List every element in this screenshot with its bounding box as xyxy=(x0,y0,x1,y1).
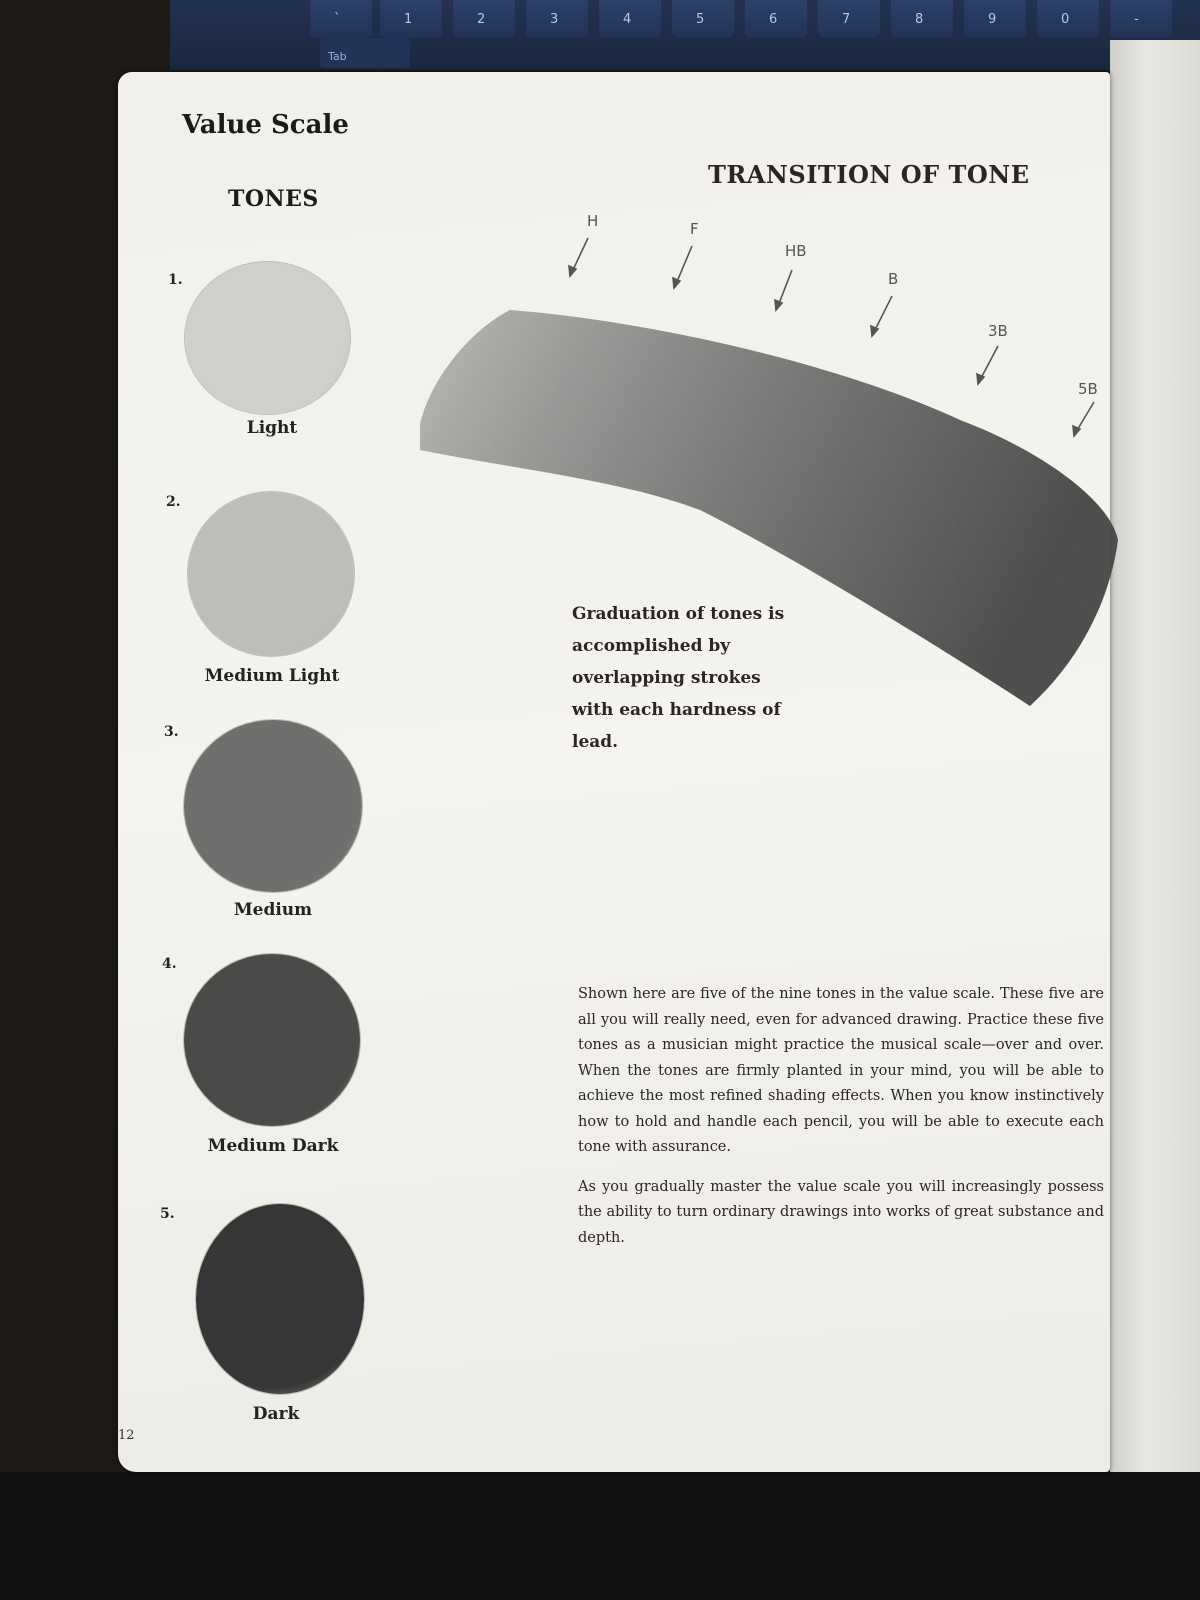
arrow-h xyxy=(572,238,588,272)
arrow-hb xyxy=(778,270,792,306)
tone-number: 1. xyxy=(168,272,183,288)
pencil-grade-label: F xyxy=(690,220,699,238)
tone-number: 2. xyxy=(166,494,181,510)
key: 3 xyxy=(526,0,588,38)
key: 2 xyxy=(453,0,515,38)
arrow-b xyxy=(874,296,892,332)
key: 1 xyxy=(380,0,442,38)
paragraph: As you gradually master the value scale you will increasingly possess the ability to turn ordinary drawings into works of great substance and depth. xyxy=(578,1178,1104,1246)
page-title: Value Scale xyxy=(182,110,349,140)
transition-heading: TRANSITION OF TONE xyxy=(708,160,1030,189)
page-number: 12 xyxy=(118,1428,135,1443)
arrow-5b xyxy=(1076,402,1094,432)
tone-label: Light xyxy=(246,418,298,438)
arrowhead xyxy=(673,278,680,288)
tone-number: 3. xyxy=(164,724,179,740)
key: 7 xyxy=(818,0,880,38)
pencil-grade-label: 5B xyxy=(1078,380,1098,398)
key: 0 xyxy=(1037,0,1099,38)
tone-label: Dark xyxy=(252,1404,300,1424)
tone-number: 5. xyxy=(160,1206,175,1222)
arrowhead xyxy=(775,300,782,310)
key: ` xyxy=(310,0,372,38)
paragraph: Shown here are five of the nine tones in the value scale. These five are all you will really need, even for advanced drawing. Practice these five tones as a musician might practice the musical scale—over and over. When the tones are firmly planted in your mind, you will be able to achieve the most refined shading effects. When you know instinctively how to hold and handle each pencil, you will be able to execute each tone with assurance. xyxy=(578,986,1104,1155)
key: 9 xyxy=(964,0,1026,38)
tab-key: Tab xyxy=(320,38,410,68)
key: 8 xyxy=(891,0,953,38)
pencil-grade-label: B xyxy=(888,270,899,288)
pencil-grade-label: 3B xyxy=(988,322,1008,340)
key: - xyxy=(1110,0,1172,38)
body-text xyxy=(578,982,1104,1265)
pencil-grade-label: H xyxy=(587,212,599,230)
tone-number: 4. xyxy=(162,956,177,972)
arrow-3b xyxy=(980,346,998,380)
tone-label: Medium xyxy=(233,900,313,920)
key: 5 xyxy=(672,0,734,38)
pencil-grade-label: HB xyxy=(785,242,807,260)
arrow-f xyxy=(676,246,692,284)
tone-label: Medium Dark xyxy=(207,1136,339,1156)
key: 4 xyxy=(599,0,661,38)
tone-label: Medium Light xyxy=(204,666,340,686)
graduation-caption: Graduation of tones is accomplished by overlapping strokes with each hardness of lead. xyxy=(572,604,785,752)
tones-heading: TONES xyxy=(228,186,319,212)
key: 6 xyxy=(745,0,807,38)
